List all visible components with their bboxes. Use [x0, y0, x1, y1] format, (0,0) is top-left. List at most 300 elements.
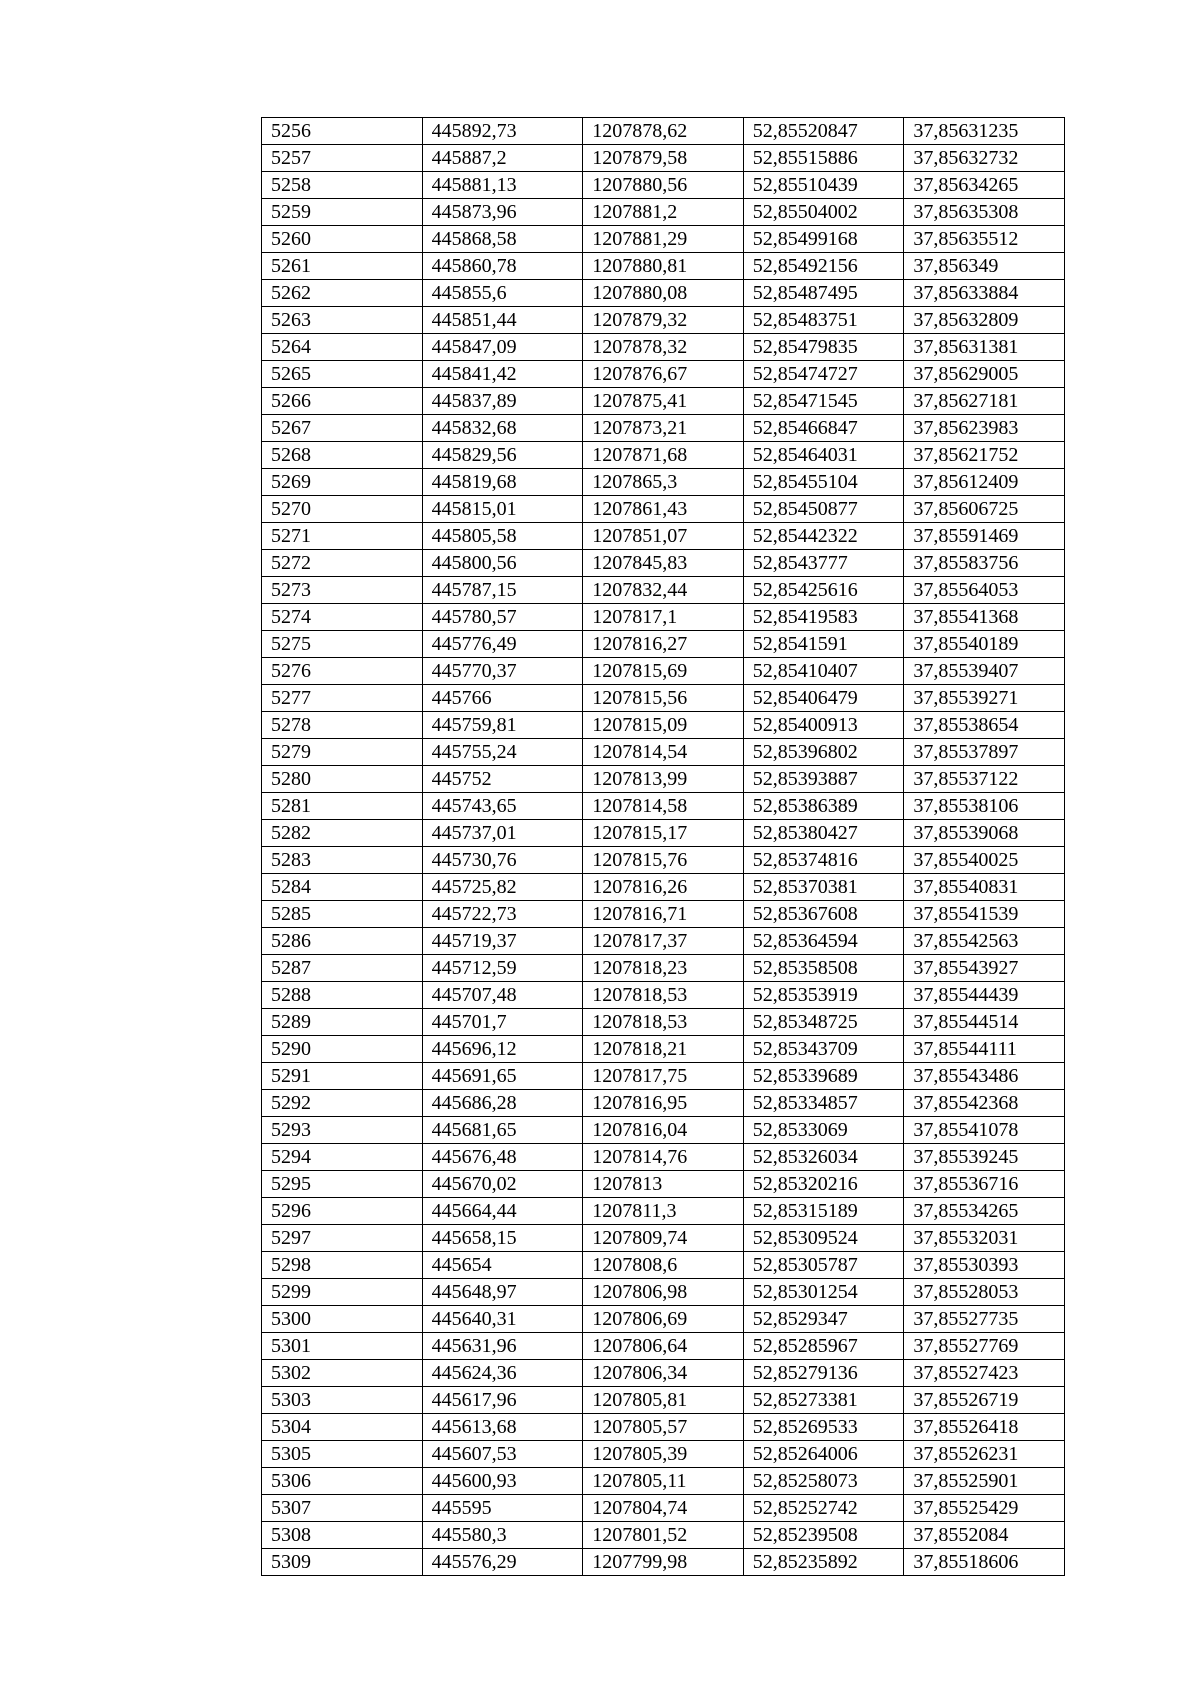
- latitude-cell: 52,85309524: [743, 1225, 904, 1252]
- latitude-cell: 52,85343709: [743, 1036, 904, 1063]
- table-row: [262, 1090, 1065, 1117]
- longitude-cell: 37,85542368: [904, 1090, 1065, 1117]
- latitude-cell: 52,85406479: [743, 685, 904, 712]
- y-coordinate-cell: 1207814,76: [583, 1144, 744, 1171]
- latitude-cell: 52,85273381: [743, 1387, 904, 1414]
- x-coordinate-cell: 445770,37: [422, 658, 583, 685]
- x-coordinate-cell: 445780,57: [422, 604, 583, 631]
- y-coordinate-cell: 1207805,57: [583, 1414, 744, 1441]
- coordinates-table: [261, 117, 1065, 1576]
- point-number-cell: 5271: [262, 523, 423, 550]
- x-coordinate-cell: 445640,31: [422, 1306, 583, 1333]
- point-number-cell: 5281: [262, 793, 423, 820]
- table-row: [262, 820, 1065, 847]
- y-coordinate-cell: 1207880,08: [583, 280, 744, 307]
- latitude-cell: 52,85386389: [743, 793, 904, 820]
- point-number-cell: 5261: [262, 253, 423, 280]
- x-coordinate-cell: 445892,73: [422, 118, 583, 145]
- x-coordinate-cell: 445670,02: [422, 1171, 583, 1198]
- longitude-cell: 37,85539245: [904, 1144, 1065, 1171]
- x-coordinate-cell: 445832,68: [422, 415, 583, 442]
- longitude-cell: 37,85539407: [904, 658, 1065, 685]
- y-coordinate-cell: 1207879,32: [583, 307, 744, 334]
- y-coordinate-cell: 1207805,11: [583, 1468, 744, 1495]
- latitude-cell: 52,85370381: [743, 874, 904, 901]
- point-number-cell: 5299: [262, 1279, 423, 1306]
- latitude-cell: 52,8529347: [743, 1306, 904, 1333]
- point-number-cell: 5293: [262, 1117, 423, 1144]
- point-number-cell: 5258: [262, 172, 423, 199]
- x-coordinate-cell: 445815,01: [422, 496, 583, 523]
- table-row: [262, 334, 1065, 361]
- table-row: [262, 469, 1065, 496]
- table-row: [262, 442, 1065, 469]
- point-number-cell: 5306: [262, 1468, 423, 1495]
- longitude-cell: 37,85634265: [904, 172, 1065, 199]
- x-coordinate-cell: 445648,97: [422, 1279, 583, 1306]
- table-row: [262, 631, 1065, 658]
- table-row: [262, 1198, 1065, 1225]
- latitude-cell: 52,85410407: [743, 658, 904, 685]
- latitude-cell: 52,85487495: [743, 280, 904, 307]
- y-coordinate-cell: 1207808,6: [583, 1252, 744, 1279]
- y-coordinate-cell: 1207809,74: [583, 1225, 744, 1252]
- y-coordinate-cell: 1207815,69: [583, 658, 744, 685]
- latitude-cell: 52,85442322: [743, 523, 904, 550]
- y-coordinate-cell: 1207817,1: [583, 604, 744, 631]
- longitude-cell: 37,85541368: [904, 604, 1065, 631]
- y-coordinate-cell: 1207832,44: [583, 577, 744, 604]
- longitude-cell: 37,85538654: [904, 712, 1065, 739]
- point-number-cell: 5282: [262, 820, 423, 847]
- point-number-cell: 5285: [262, 901, 423, 928]
- y-coordinate-cell: 1207818,23: [583, 955, 744, 982]
- table-row: [262, 226, 1065, 253]
- point-number-cell: 5300: [262, 1306, 423, 1333]
- x-coordinate-cell: 445654: [422, 1252, 583, 1279]
- table-row: [262, 280, 1065, 307]
- table-row: [262, 172, 1065, 199]
- y-coordinate-cell: 1207806,98: [583, 1279, 744, 1306]
- latitude-cell: 52,85279136: [743, 1360, 904, 1387]
- longitude-cell: 37,85539068: [904, 820, 1065, 847]
- longitude-cell: 37,856349: [904, 253, 1065, 280]
- point-number-cell: 5307: [262, 1495, 423, 1522]
- longitude-cell: 37,85612409: [904, 469, 1065, 496]
- y-coordinate-cell: 1207878,62: [583, 118, 744, 145]
- x-coordinate-cell: 445600,93: [422, 1468, 583, 1495]
- point-number-cell: 5291: [262, 1063, 423, 1090]
- table-row: [262, 1117, 1065, 1144]
- longitude-cell: 37,85532031: [904, 1225, 1065, 1252]
- longitude-cell: 37,85527735: [904, 1306, 1065, 1333]
- point-number-cell: 5298: [262, 1252, 423, 1279]
- latitude-cell: 52,85474727: [743, 361, 904, 388]
- table-row: [262, 523, 1065, 550]
- table-row: [262, 307, 1065, 334]
- longitude-cell: 37,85629005: [904, 361, 1065, 388]
- latitude-cell: 52,85393887: [743, 766, 904, 793]
- latitude-cell: 52,85252742: [743, 1495, 904, 1522]
- longitude-cell: 37,85583756: [904, 550, 1065, 577]
- y-coordinate-cell: 1207805,39: [583, 1441, 744, 1468]
- latitude-cell: 52,85339689: [743, 1063, 904, 1090]
- table-row: [262, 1063, 1065, 1090]
- point-number-cell: 5260: [262, 226, 423, 253]
- table-row: [262, 604, 1065, 631]
- point-number-cell: 5276: [262, 658, 423, 685]
- table-row: [262, 1441, 1065, 1468]
- table-row: [262, 928, 1065, 955]
- longitude-cell: 37,85627181: [904, 388, 1065, 415]
- table-row: [262, 1522, 1065, 1549]
- longitude-cell: 37,85540189: [904, 631, 1065, 658]
- y-coordinate-cell: 1207806,69: [583, 1306, 744, 1333]
- x-coordinate-cell: 445868,58: [422, 226, 583, 253]
- x-coordinate-cell: 445707,48: [422, 982, 583, 1009]
- y-coordinate-cell: 1207818,53: [583, 1009, 744, 1036]
- longitude-cell: 37,85635512: [904, 226, 1065, 253]
- y-coordinate-cell: 1207880,81: [583, 253, 744, 280]
- latitude-cell: 52,85353919: [743, 982, 904, 1009]
- longitude-cell: 37,85542563: [904, 928, 1065, 955]
- y-coordinate-cell: 1207806,64: [583, 1333, 744, 1360]
- latitude-cell: 52,85239508: [743, 1522, 904, 1549]
- point-number-cell: 5297: [262, 1225, 423, 1252]
- table-row: [262, 577, 1065, 604]
- point-number-cell: 5304: [262, 1414, 423, 1441]
- table-row: [262, 901, 1065, 928]
- y-coordinate-cell: 1207814,54: [583, 739, 744, 766]
- x-coordinate-cell: 445759,81: [422, 712, 583, 739]
- y-coordinate-cell: 1207813,99: [583, 766, 744, 793]
- x-coordinate-cell: 445847,09: [422, 334, 583, 361]
- point-number-cell: 5277: [262, 685, 423, 712]
- x-coordinate-cell: 445676,48: [422, 1144, 583, 1171]
- table-row: [262, 1333, 1065, 1360]
- latitude-cell: 52,85358508: [743, 955, 904, 982]
- x-coordinate-cell: 445787,15: [422, 577, 583, 604]
- x-coordinate-cell: 445631,96: [422, 1333, 583, 1360]
- point-number-cell: 5272: [262, 550, 423, 577]
- longitude-cell: 37,85540831: [904, 874, 1065, 901]
- longitude-cell: 37,85530393: [904, 1252, 1065, 1279]
- point-number-cell: 5303: [262, 1387, 423, 1414]
- x-coordinate-cell: 445837,89: [422, 388, 583, 415]
- latitude-cell: 52,85348725: [743, 1009, 904, 1036]
- y-coordinate-cell: 1207865,3: [583, 469, 744, 496]
- y-coordinate-cell: 1207817,37: [583, 928, 744, 955]
- latitude-cell: 52,85492156: [743, 253, 904, 280]
- y-coordinate-cell: 1207876,67: [583, 361, 744, 388]
- x-coordinate-cell: 445819,68: [422, 469, 583, 496]
- latitude-cell: 52,85400913: [743, 712, 904, 739]
- y-coordinate-cell: 1207878,32: [583, 334, 744, 361]
- y-coordinate-cell: 1207815,09: [583, 712, 744, 739]
- latitude-cell: 52,85464031: [743, 442, 904, 469]
- y-coordinate-cell: 1207814,58: [583, 793, 744, 820]
- x-coordinate-cell: 445881,13: [422, 172, 583, 199]
- longitude-cell: 37,85536716: [904, 1171, 1065, 1198]
- latitude-cell: 52,85419583: [743, 604, 904, 631]
- table-row: [262, 1279, 1065, 1306]
- latitude-cell: 52,85374816: [743, 847, 904, 874]
- y-coordinate-cell: 1207845,83: [583, 550, 744, 577]
- table-row: [262, 1306, 1065, 1333]
- latitude-cell: 52,85269533: [743, 1414, 904, 1441]
- longitude-cell: 37,85540025: [904, 847, 1065, 874]
- longitude-cell: 37,85518606: [904, 1549, 1065, 1576]
- x-coordinate-cell: 445658,15: [422, 1225, 583, 1252]
- latitude-cell: 52,85285967: [743, 1333, 904, 1360]
- longitude-cell: 37,85633884: [904, 280, 1065, 307]
- point-number-cell: 5257: [262, 145, 423, 172]
- point-number-cell: 5280: [262, 766, 423, 793]
- table-row: [262, 1360, 1065, 1387]
- latitude-cell: 52,85466847: [743, 415, 904, 442]
- point-number-cell: 5284: [262, 874, 423, 901]
- longitude-cell: 37,85526719: [904, 1387, 1065, 1414]
- y-coordinate-cell: 1207881,2: [583, 199, 744, 226]
- y-coordinate-cell: 1207818,53: [583, 982, 744, 1009]
- latitude-cell: 52,85326034: [743, 1144, 904, 1171]
- point-number-cell: 5274: [262, 604, 423, 631]
- table-row: [262, 874, 1065, 901]
- y-coordinate-cell: 1207816,27: [583, 631, 744, 658]
- longitude-cell: 37,85606725: [904, 496, 1065, 523]
- longitude-cell: 37,85591469: [904, 523, 1065, 550]
- y-coordinate-cell: 1207880,56: [583, 172, 744, 199]
- x-coordinate-cell: 445691,65: [422, 1063, 583, 1090]
- table-row: [262, 361, 1065, 388]
- point-number-cell: 5286: [262, 928, 423, 955]
- y-coordinate-cell: 1207851,07: [583, 523, 744, 550]
- point-number-cell: 5264: [262, 334, 423, 361]
- y-coordinate-cell: 1207879,58: [583, 145, 744, 172]
- latitude-cell: 52,85380427: [743, 820, 904, 847]
- table-row: [262, 685, 1065, 712]
- point-number-cell: 5263: [262, 307, 423, 334]
- table-row: [262, 766, 1065, 793]
- y-coordinate-cell: 1207816,71: [583, 901, 744, 928]
- longitude-cell: 37,85631235: [904, 118, 1065, 145]
- table-row: [262, 1144, 1065, 1171]
- y-coordinate-cell: 1207881,29: [583, 226, 744, 253]
- x-coordinate-cell: 445624,36: [422, 1360, 583, 1387]
- latitude-cell: 52,85258073: [743, 1468, 904, 1495]
- point-number-cell: 5273: [262, 577, 423, 604]
- point-number-cell: 5265: [262, 361, 423, 388]
- latitude-cell: 52,85450877: [743, 496, 904, 523]
- latitude-cell: 52,85334857: [743, 1090, 904, 1117]
- latitude-cell: 52,85479835: [743, 334, 904, 361]
- table-row: [262, 739, 1065, 766]
- point-number-cell: 5278: [262, 712, 423, 739]
- x-coordinate-cell: 445595: [422, 1495, 583, 1522]
- x-coordinate-cell: 445613,68: [422, 1414, 583, 1441]
- table-row: [262, 1252, 1065, 1279]
- y-coordinate-cell: 1207815,17: [583, 820, 744, 847]
- x-coordinate-cell: 445829,56: [422, 442, 583, 469]
- longitude-cell: 37,85544514: [904, 1009, 1065, 1036]
- table-row: [262, 1549, 1065, 1576]
- y-coordinate-cell: 1207804,74: [583, 1495, 744, 1522]
- latitude-cell: 52,85315189: [743, 1198, 904, 1225]
- longitude-cell: 37,85543486: [904, 1063, 1065, 1090]
- y-coordinate-cell: 1207816,04: [583, 1117, 744, 1144]
- point-number-cell: 5289: [262, 1009, 423, 1036]
- table-row: [262, 496, 1065, 523]
- latitude-cell: 52,85515886: [743, 145, 904, 172]
- table-row: [262, 955, 1065, 982]
- latitude-cell: 52,85510439: [743, 172, 904, 199]
- point-number-cell: 5256: [262, 118, 423, 145]
- longitude-cell: 37,85635308: [904, 199, 1065, 226]
- latitude-cell: 52,8533069: [743, 1117, 904, 1144]
- longitude-cell: 37,85541078: [904, 1117, 1065, 1144]
- latitude-cell: 52,85364594: [743, 928, 904, 955]
- latitude-cell: 52,85320216: [743, 1171, 904, 1198]
- longitude-cell: 37,85528053: [904, 1279, 1065, 1306]
- coordinates-table-body: [262, 118, 1065, 1576]
- longitude-cell: 37,85525429: [904, 1495, 1065, 1522]
- latitude-cell: 52,85471545: [743, 388, 904, 415]
- point-number-cell: 5287: [262, 955, 423, 982]
- y-coordinate-cell: 1207813: [583, 1171, 744, 1198]
- table-row: [262, 1495, 1065, 1522]
- y-coordinate-cell: 1207818,21: [583, 1036, 744, 1063]
- latitude-cell: 52,85396802: [743, 739, 904, 766]
- latitude-cell: 52,85504002: [743, 199, 904, 226]
- x-coordinate-cell: 445737,01: [422, 820, 583, 847]
- point-number-cell: 5283: [262, 847, 423, 874]
- point-number-cell: 5288: [262, 982, 423, 1009]
- longitude-cell: 37,85525901: [904, 1468, 1065, 1495]
- y-coordinate-cell: 1207861,43: [583, 496, 744, 523]
- table-row: [262, 1468, 1065, 1495]
- longitude-cell: 37,8552084: [904, 1522, 1065, 1549]
- table-row: [262, 1414, 1065, 1441]
- longitude-cell: 37,85541539: [904, 901, 1065, 928]
- table-row: [262, 1009, 1065, 1036]
- table-row: [262, 118, 1065, 145]
- x-coordinate-cell: 445681,65: [422, 1117, 583, 1144]
- y-coordinate-cell: 1207801,52: [583, 1522, 744, 1549]
- point-number-cell: 5259: [262, 199, 423, 226]
- x-coordinate-cell: 445766: [422, 685, 583, 712]
- longitude-cell: 37,85534265: [904, 1198, 1065, 1225]
- y-coordinate-cell: 1207815,76: [583, 847, 744, 874]
- longitude-cell: 37,85526231: [904, 1441, 1065, 1468]
- y-coordinate-cell: 1207811,3: [583, 1198, 744, 1225]
- point-number-cell: 5302: [262, 1360, 423, 1387]
- longitude-cell: 37,85539271: [904, 685, 1065, 712]
- x-coordinate-cell: 445743,65: [422, 793, 583, 820]
- latitude-cell: 52,85455104: [743, 469, 904, 496]
- x-coordinate-cell: 445841,42: [422, 361, 583, 388]
- x-coordinate-cell: 445800,56: [422, 550, 583, 577]
- table-row: [262, 1387, 1065, 1414]
- x-coordinate-cell: 445873,96: [422, 199, 583, 226]
- table-row: [262, 793, 1065, 820]
- point-number-cell: 5262: [262, 280, 423, 307]
- table-row: [262, 388, 1065, 415]
- x-coordinate-cell: 445722,73: [422, 901, 583, 928]
- longitude-cell: 37,85632732: [904, 145, 1065, 172]
- longitude-cell: 37,85537897: [904, 739, 1065, 766]
- longitude-cell: 37,85623983: [904, 415, 1065, 442]
- point-number-cell: 5308: [262, 1522, 423, 1549]
- y-coordinate-cell: 1207816,95: [583, 1090, 744, 1117]
- longitude-cell: 37,85632809: [904, 307, 1065, 334]
- point-number-cell: 5269: [262, 469, 423, 496]
- y-coordinate-cell: 1207875,41: [583, 388, 744, 415]
- table-row: [262, 253, 1065, 280]
- table-row: [262, 199, 1065, 226]
- table-row: [262, 1225, 1065, 1252]
- longitude-cell: 37,85544439: [904, 982, 1065, 1009]
- point-number-cell: 5295: [262, 1171, 423, 1198]
- table-row: [262, 1036, 1065, 1063]
- x-coordinate-cell: 445855,6: [422, 280, 583, 307]
- table-row: [262, 658, 1065, 685]
- table-row: [262, 145, 1065, 172]
- x-coordinate-cell: 445607,53: [422, 1441, 583, 1468]
- longitude-cell: 37,85621752: [904, 442, 1065, 469]
- latitude-cell: 52,85499168: [743, 226, 904, 253]
- x-coordinate-cell: 445860,78: [422, 253, 583, 280]
- point-number-cell: 5279: [262, 739, 423, 766]
- x-coordinate-cell: 445664,44: [422, 1198, 583, 1225]
- x-coordinate-cell: 445580,3: [422, 1522, 583, 1549]
- longitude-cell: 37,85526418: [904, 1414, 1065, 1441]
- table-row: [262, 550, 1065, 577]
- latitude-cell: 52,85305787: [743, 1252, 904, 1279]
- x-coordinate-cell: 445686,28: [422, 1090, 583, 1117]
- latitude-cell: 52,85264006: [743, 1441, 904, 1468]
- y-coordinate-cell: 1207816,26: [583, 874, 744, 901]
- longitude-cell: 37,85527769: [904, 1333, 1065, 1360]
- latitude-cell: 52,85367608: [743, 901, 904, 928]
- latitude-cell: 52,8541591: [743, 631, 904, 658]
- longitude-cell: 37,85544111: [904, 1036, 1065, 1063]
- y-coordinate-cell: 1207799,98: [583, 1549, 744, 1576]
- x-coordinate-cell: 445805,58: [422, 523, 583, 550]
- x-coordinate-cell: 445712,59: [422, 955, 583, 982]
- point-number-cell: 5268: [262, 442, 423, 469]
- x-coordinate-cell: 445776,49: [422, 631, 583, 658]
- latitude-cell: 52,85520847: [743, 118, 904, 145]
- point-number-cell: 5270: [262, 496, 423, 523]
- latitude-cell: 52,85483751: [743, 307, 904, 334]
- longitude-cell: 37,85537122: [904, 766, 1065, 793]
- point-number-cell: 5296: [262, 1198, 423, 1225]
- point-number-cell: 5275: [262, 631, 423, 658]
- longitude-cell: 37,85631381: [904, 334, 1065, 361]
- x-coordinate-cell: 445701,7: [422, 1009, 583, 1036]
- point-number-cell: 5266: [262, 388, 423, 415]
- longitude-cell: 37,85564053: [904, 577, 1065, 604]
- x-coordinate-cell: 445752: [422, 766, 583, 793]
- x-coordinate-cell: 445755,24: [422, 739, 583, 766]
- point-number-cell: 5301: [262, 1333, 423, 1360]
- longitude-cell: 37,85527423: [904, 1360, 1065, 1387]
- x-coordinate-cell: 445719,37: [422, 928, 583, 955]
- point-number-cell: 5267: [262, 415, 423, 442]
- y-coordinate-cell: 1207806,34: [583, 1360, 744, 1387]
- x-coordinate-cell: 445617,96: [422, 1387, 583, 1414]
- point-number-cell: 5294: [262, 1144, 423, 1171]
